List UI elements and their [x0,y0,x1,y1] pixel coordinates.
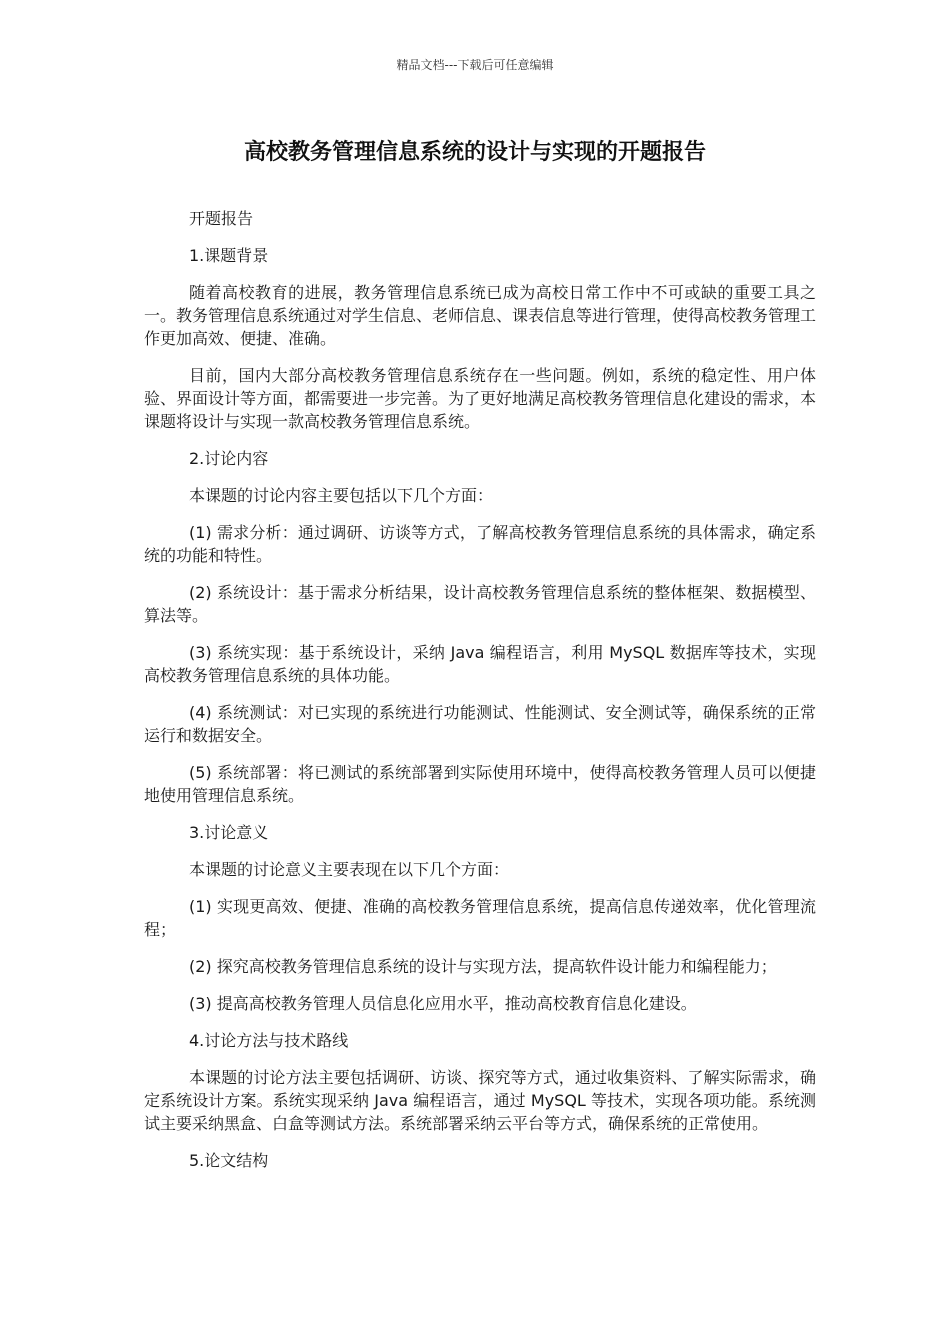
section-label: 开题报告 [189,209,254,228]
section-heading: 2.讨论内容 [189,449,269,468]
section-heading: 1.课题背景 [189,246,269,265]
header-note: 精品文档---下载后可任意编辑 [396,58,554,72]
paragraph: 随着高校教育的进展，教务管理信息系统已成为高校日常工作中不可或缺的重要工具之一。教务管理信息系统通过对学生信息、老师信息、课表信息等进行管理，使得高校教务管理工作更加高效、便捷、准确。 [144,283,817,348]
list-item: (5) 系统部署：将已测试的系统部署到实际使用环境中，使得高校教务管理人员可以便捷地使用管理信息系统。 [144,763,816,805]
paragraph: 本课题的讨论内容主要包括以下几个方面： [189,486,494,505]
paragraph: 本课题的讨论意义主要表现在以下几个方面： [189,860,510,879]
list-item: (1) 需求分析：通过调研、访谈等方式，了解高校教务管理信息系统的具体需求，确定系统的功能和特性。 [144,523,816,565]
list-item: (1) 实现更高效、便捷、准确的高校教务管理信息系统，提高信息传递效率，优化管理流程； [144,897,816,939]
list-item: (3) 提高高校教务管理人员信息化应用水平，推动高校教育信息化建设。 [189,994,697,1013]
paragraph: 本课题的讨论方法主要包括调研、访谈、探究等方式，通过收集资料、了解实际需求，确定系统设计方案。系统实现采纳 Java 编程语言，通过 MySQL 等技术，实现各项功能。系统测试主要采纳黑盒、白盒等测试方法。系统部署采纳云平台等方式，确保系统的正常使用。 [144,1068,816,1133]
section-heading: 4.讨论方法与技术路线 [189,1031,349,1050]
paragraph: 目前，国内大部分高校教务管理信息系统存在一些问题。例如，系统的稳定性、用户体验、界面设计等方面，都需要进一步完善。为了更好地满足高校教务管理信息化建设的需求，本课题将设计与实现一款高校教务管理信息系统。 [144,366,817,431]
document-title: 高校教务管理信息系统的设计与实现的开题报告 [243,140,706,165]
section-heading: 3.讨论意义 [189,823,269,842]
document-body [144,207,816,1186]
list-item: (4) 系统测试：对已实现的系统进行功能测试、性能测试、安全测试等，确保系统的正常运行和数据安全。 [144,703,816,745]
list-item: (2) 探究高校教务管理信息系统的设计与实现方法，提高软件设计能力和编程能力； [189,957,777,976]
section-heading: 5.论文结构 [189,1151,269,1170]
list-item: (3) 系统实现：基于系统设计，采纳 Java 编程语言，利用 MySQL 数据库等技术，实现高校教务管理信息系统的具体功能。 [144,643,816,685]
list-item: (2) 系统设计：基于需求分析结果，设计高校教务管理信息系统的整体框架、数据模型、算法等。 [144,583,816,625]
